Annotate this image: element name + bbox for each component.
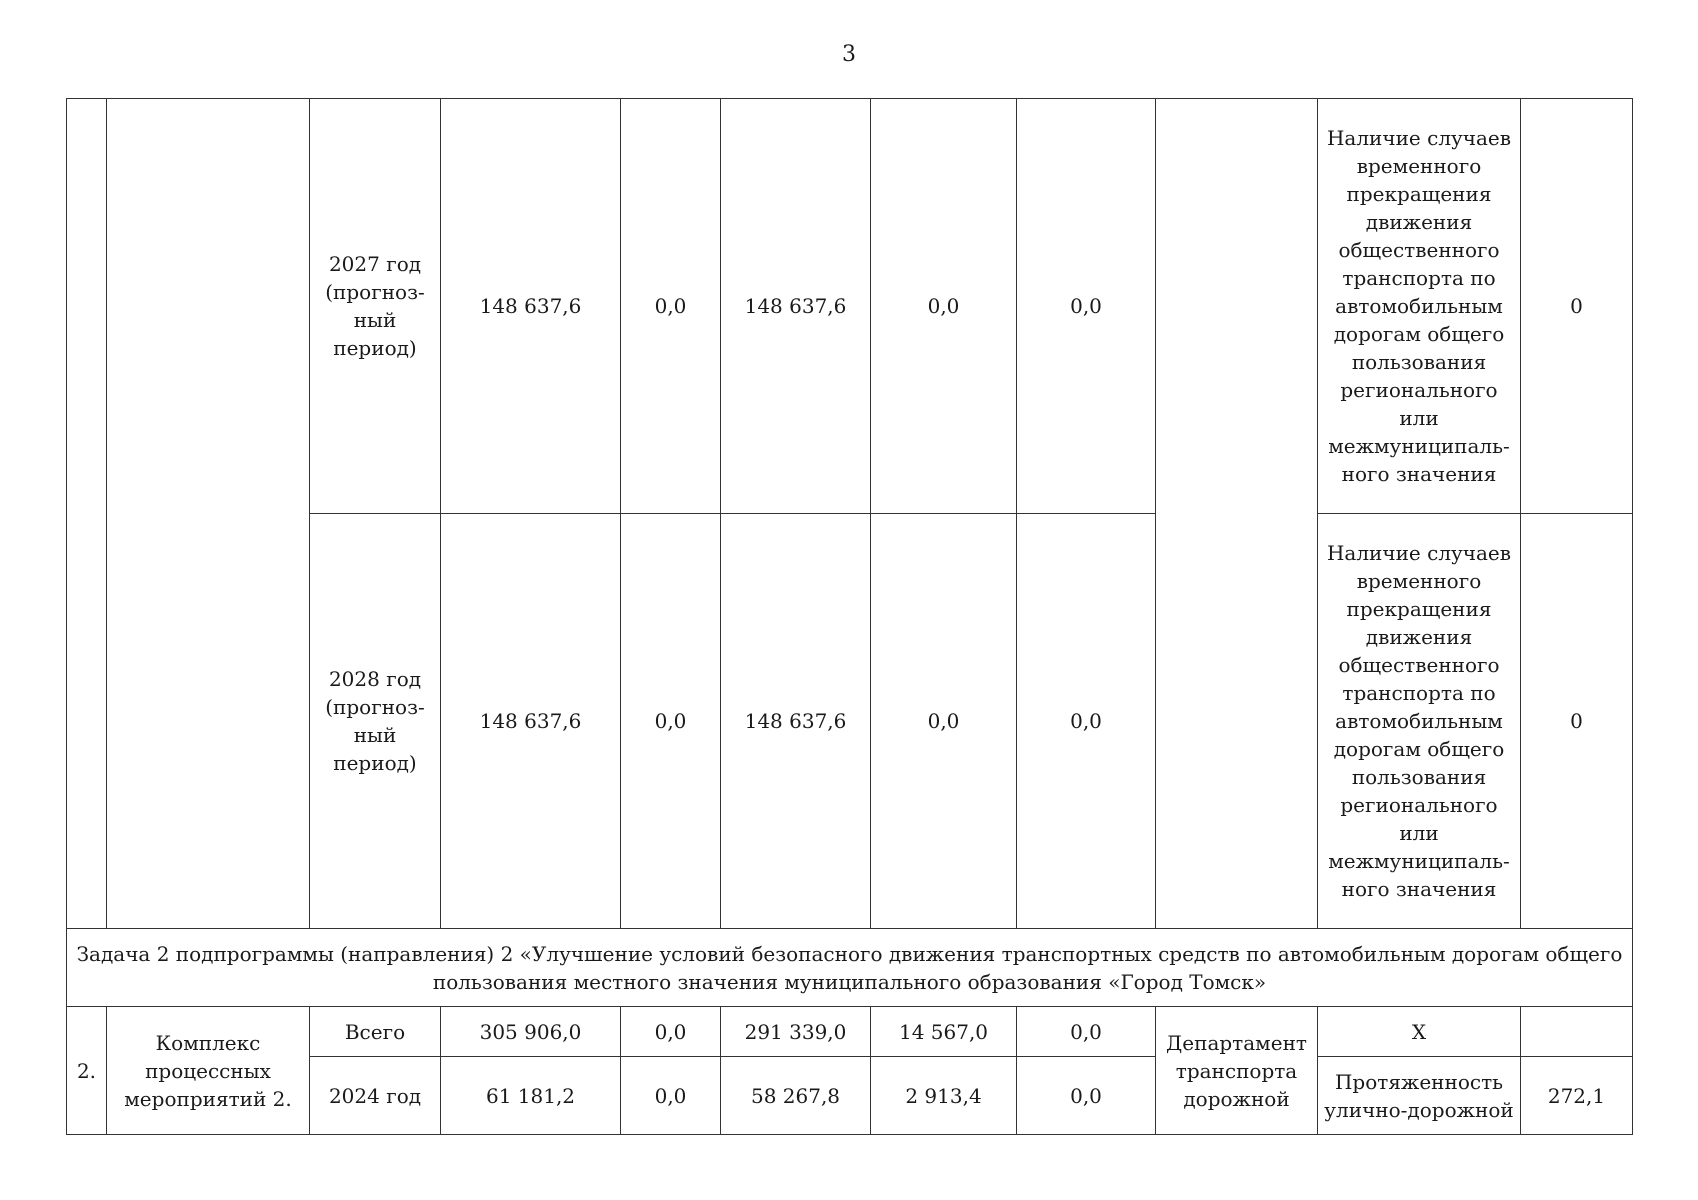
- total-cell: 148 637,6: [441, 514, 621, 929]
- period-cell: 2024 год: [310, 1057, 441, 1135]
- page-number: 3: [842, 42, 856, 67]
- period-cell: 2027 год (прогноз-ный период): [310, 99, 441, 514]
- regional-cell: 291 339,0: [721, 1007, 871, 1057]
- indicator-cell: Наличие случаев временного прекращения движения общественного транспорта по автомобильным дорогам общего пользования регионального или межмуниципаль-ного значения: [1318, 99, 1521, 514]
- federal-cell: 0,0: [621, 514, 721, 929]
- indicator-value-cell: [1521, 1007, 1633, 1057]
- extra-cell: 0,0: [1017, 99, 1156, 514]
- extra-cell: 0,0: [1017, 1007, 1156, 1057]
- federal-cell: 0,0: [621, 1007, 721, 1057]
- regional-cell: 148 637,6: [721, 99, 871, 514]
- executor-cell: [1156, 99, 1318, 929]
- regional-cell: 148 637,6: [721, 514, 871, 929]
- indicator-cell: Протяженность улично-дорожной: [1318, 1057, 1521, 1135]
- indicator-value-cell: 0: [1521, 514, 1633, 929]
- indicator-cell: Х: [1318, 1007, 1521, 1057]
- indicator-cell: Наличие случаев временного прекращения движения общественного транспорта по автомобильным дорогам общего пользования регионального или межмуниципаль-ного значения: [1318, 514, 1521, 929]
- name-cell: [107, 99, 310, 929]
- period-cell: Всего: [310, 1007, 441, 1057]
- federal-cell: 0,0: [621, 99, 721, 514]
- number-cell: [67, 99, 107, 929]
- regional-cell: 58 267,8: [721, 1057, 871, 1135]
- total-cell: 305 906,0: [441, 1007, 621, 1057]
- period-cell: 2028 год (прогноз-ный период): [310, 514, 441, 929]
- federal-cell: 0,0: [621, 1057, 721, 1135]
- name-cell: Комплекс процессных мероприятий 2.: [107, 1007, 310, 1135]
- indicator-value-cell: 272,1: [1521, 1057, 1633, 1135]
- extra-cell: 0,0: [1017, 1057, 1156, 1135]
- budget-table: [66, 98, 1633, 1135]
- executor-cell: Департамент транспорта дорожной: [1156, 1007, 1318, 1135]
- number-cell: 2.: [67, 1007, 107, 1135]
- extra-cell: 0,0: [1017, 514, 1156, 929]
- total-cell: 61 181,2: [441, 1057, 621, 1135]
- table-row: [67, 99, 1633, 514]
- total-cell: 148 637,6: [441, 99, 621, 514]
- local-cell: 2 913,4: [871, 1057, 1017, 1135]
- local-cell: 0,0: [871, 514, 1017, 929]
- local-cell: 14 567,0: [871, 1007, 1017, 1057]
- task-cell: Задача 2 подпрограммы (направления) 2 «Улучшение условий безопасного движения транспортных средств по автомобильным дорогам общего пользования местного значения муниципального образования «Город Томск»: [67, 929, 1633, 1007]
- indicator-value-cell: 0: [1521, 99, 1633, 514]
- table-row: [67, 1007, 1633, 1057]
- task-row: [67, 929, 1633, 1007]
- local-cell: 0,0: [871, 99, 1017, 514]
